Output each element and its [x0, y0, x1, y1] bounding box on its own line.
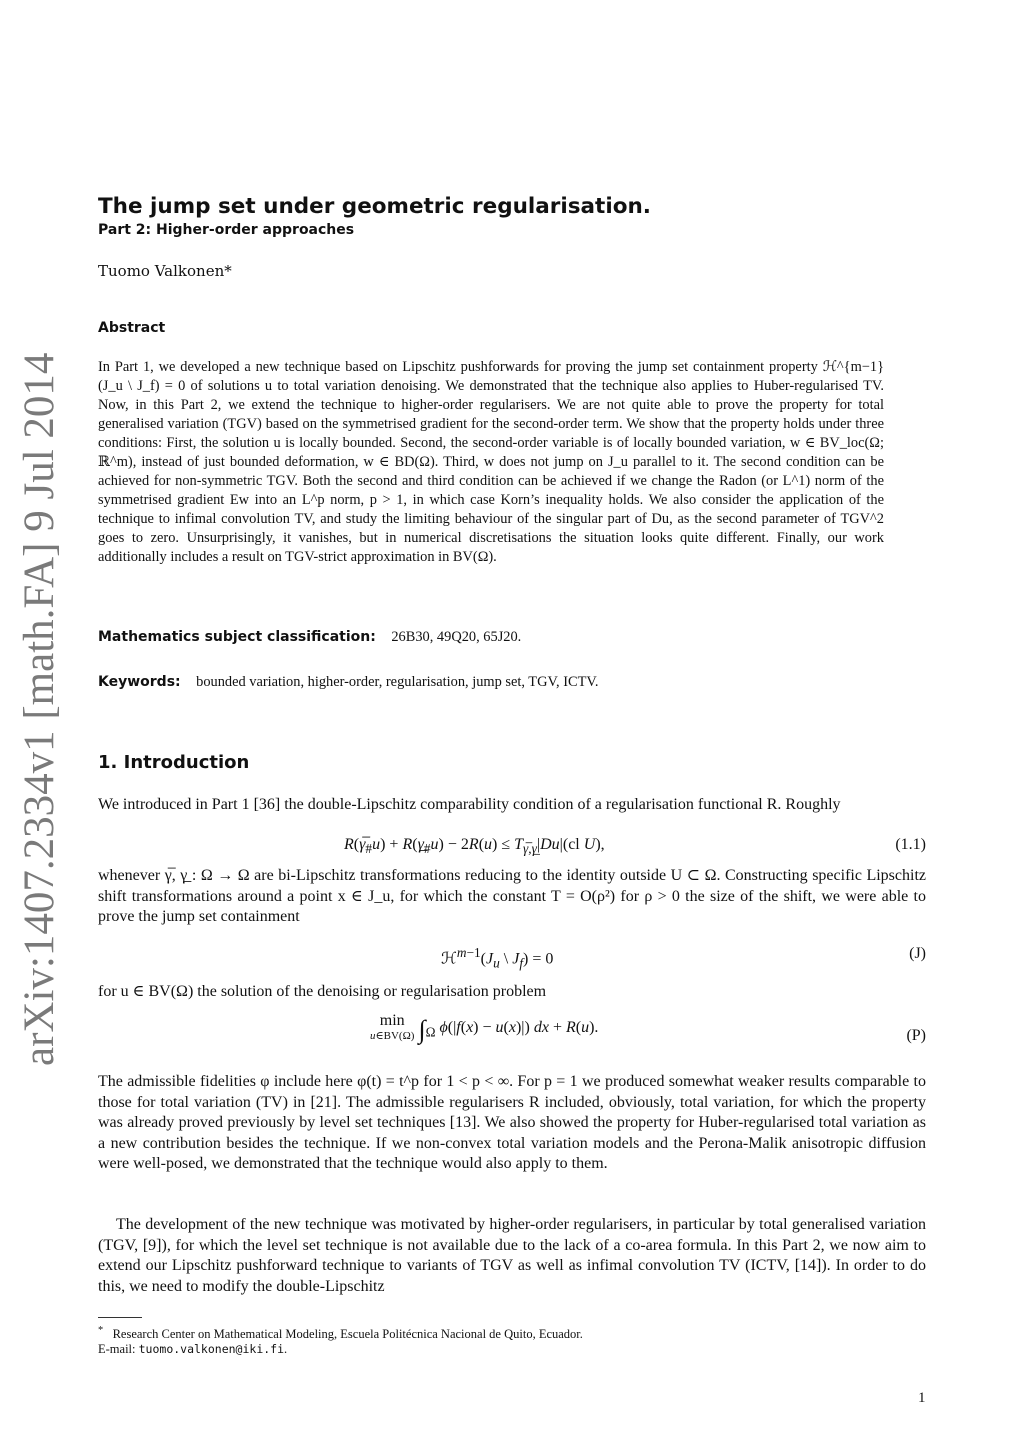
footnote-marker: * — [98, 1325, 104, 1336]
footnote-affiliation-text: Research Center on Mathematical Modeling, Escuela Politécnica Nacional de Quito, Ecuador. — [112, 1327, 583, 1342]
body-paragraph-5: The development of the new technique was motivated by higher-order regularisers, in particular by total generalised variation (TGV, [9]), for which the level set technique is not available due to the lack of a co-area formula. In this Part 2, we now aim to extend our Lipschitz pushforward technique to variants of TGV as well as infimal convolution TV (ICTV, [14]). In order to do this, we need to modify the double-Lipschitz — [98, 1216, 926, 1295]
footnote-affiliation — [98, 1325, 583, 1342]
body-paragraph-1: We introduced in Part 1 [36] the double-Lipschitz comparability condition of a regularisation functional R. Roughly — [98, 796, 841, 813]
equation-1-1: $R(\gamma̅_{\#}u)$ + $R(\gamma̲_{\#}u) - 2R(u) \le T_{\gamma̅,\gamma̲}|Du|(cl$ U), — [344, 836, 605, 857]
footnote-rule — [98, 1317, 142, 1318]
msc-line — [98, 629, 521, 646]
arxiv-side-stamp: arXiv:1407.2334v1 [math.FA] 9 Jul 2014 — [16, 352, 63, 1066]
abstract-heading: Abstract — [98, 320, 166, 336]
footnote-email: E-mail: tuomo.valkonen@iki.fi. — [98, 1342, 288, 1356]
keywords-line — [98, 674, 599, 691]
page-number: 1 — [918, 1390, 926, 1406]
author: Tuomo Valkonen* — [98, 262, 232, 280]
body-paragraph-3: for u ∈ BV(Ω) the solution of the denoising or regularisation problem — [98, 983, 547, 1000]
abstract-text: In Part 1, we developed a new technique based on Lipschitz pushforwards for proving the jump set containment property ℋ^{m−1}(J_u \ J_f) = 0 of solutions u to total variation denoising. We demonstrated that the technique also applies to Huber-regularised TV. Now, in this Part 2, we extend the technique to higher-order regularisers. We are not quite able to prove the property for total generalised variation (TGV) based on the symmetrised gradient for the second-order term. We show that the property holds under three conditions: First, the solution u is locally bounded. Second, the second-order variable is of locally bounded variation, w ∈ BV_loc(Ω; ℝ^m), instead of just bounded deformation, w ∈ BD(Ω). Third, w does not jump on J_u parallel to it. The second condition can be achieved for non-symmetric TGV. Both the second and third condition can be achieved if we change the Radon (or L^1) norm of the symmetrised gradient Ew into an L^p norm, p > 1, in which case Korn’s inequality holds. We also consider the application of the technique to infimal convolution TV, and study the limiting behaviour of the singular part of Du, as the second parameter of TGV^2 goes to zero. Unsurprisingly, it vanishes, but in numerical discretisations the situation looks quite different. Finally, our work additionally includes a result on TGV-strict approximation in BV(Ω). — [98, 359, 884, 565]
keywords-value: bounded variation, higher-order, regularisation, jump set, TGV, ICTV. — [196, 674, 599, 690]
email-label: E-mail: — [98, 1342, 136, 1356]
equation-P-number: (P) — [906, 1027, 926, 1044]
section-title: 1. Introduction — [98, 752, 250, 773]
equation-J-number: (J) — [909, 945, 926, 962]
paper-subtitle: Part 2: Higher-order approaches — [98, 222, 355, 238]
msc-value: 26B30, 49Q20, 65J20. — [391, 629, 522, 645]
equation-1-1-number: (1.1) — [895, 836, 926, 853]
email-link[interactable]: tuomo.valkonen@iki.fi — [138, 1342, 285, 1356]
msc-label: Mathematics subject classification: — [98, 629, 376, 645]
body-paragraph-4: The admissible fidelities φ include here φ(t) = t^p for 1 < p < ∞. For p = 1 we produced somewhat weaker results comparable to those for total variation (TV) in [21]. The admissible regularisers R included, obviously, total variation, for which the property was already proved previously by level set techniques [13]. We also showed the property for Huber-regularised total variation as a new contribution besides the technique. If we non-convex total variation models and the Perona-Malik anisotropic diffusion were well-posed, we demonstrated that the technique would also apply to them. — [98, 1073, 926, 1173]
paper-title: The jump set under geometric regularisation. — [98, 194, 651, 219]
equation-J: $ℋ^{m-1}(J_u$ \ $J_f) = 0$ — [441, 945, 554, 971]
equation-P: min u∈BV(Ω) $\int_\Omega$ ϕ(|f(x) − u(x)|) dx + R(u). — [370, 1012, 599, 1045]
keywords-label: Keywords: — [98, 674, 181, 690]
body-paragraph-2: whenever γ̅, γ̲ : Ω → Ω are bi-Lipschitz transformations reducing to the identity outside U ⊂ Ω. Constructing specific Lipschitz shift transformations around a point x ∈ J_u, for which the constant T = O(ρ²) for ρ > 0 the size of the shift, we were able to prove the jump set containment — [98, 867, 926, 926]
